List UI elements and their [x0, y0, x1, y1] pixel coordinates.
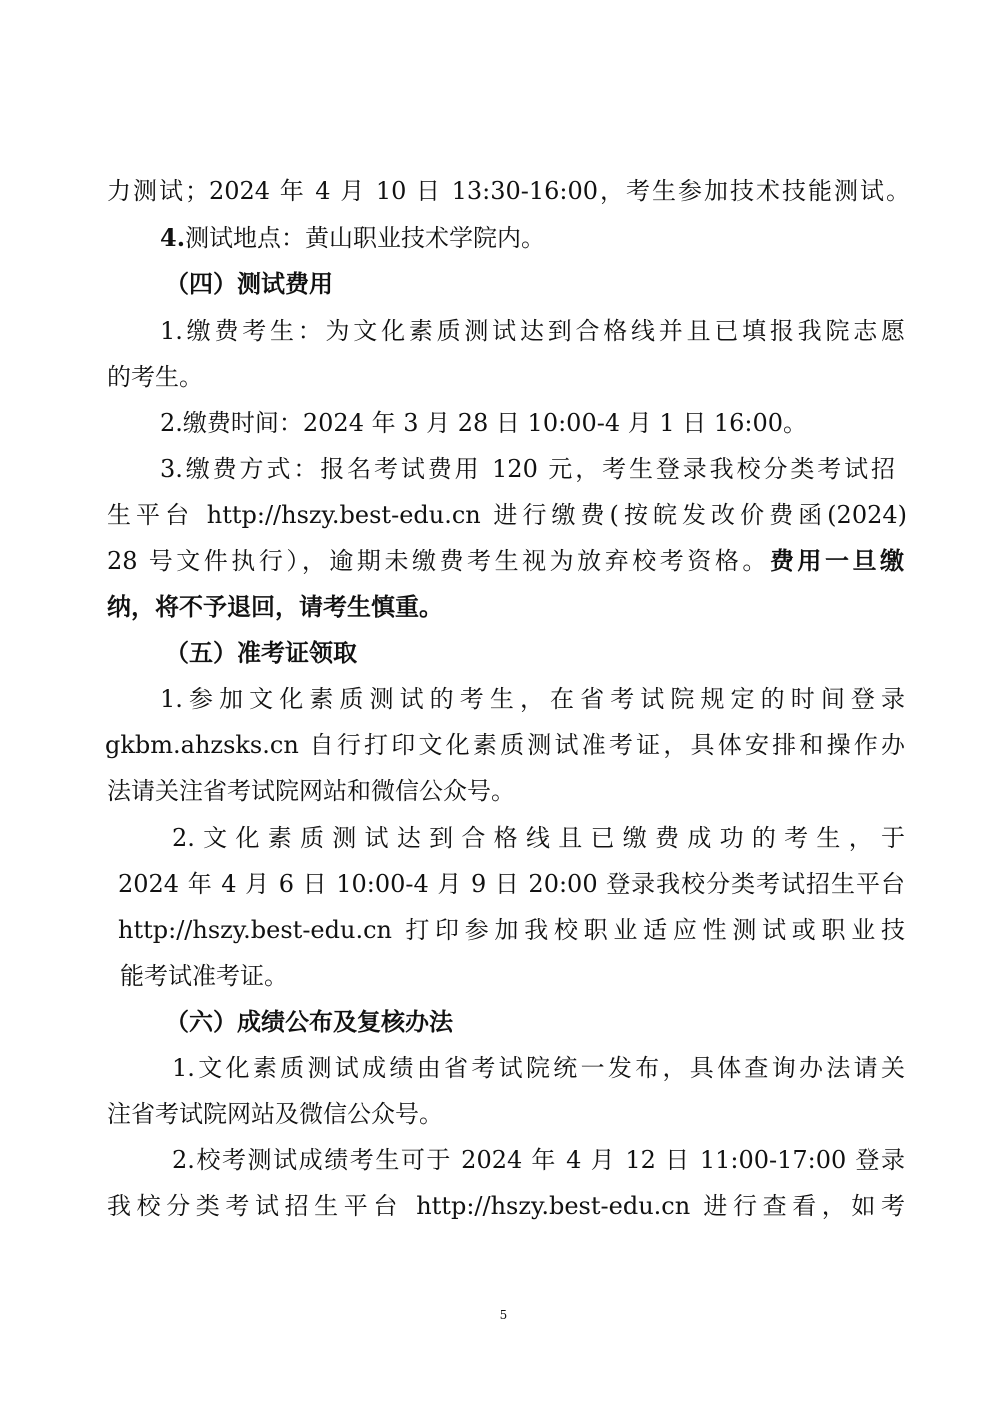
section-heading: （五）准考证领取 [165, 638, 357, 667]
bold-notice: 费用一旦缴 [769, 546, 904, 575]
text-line: 力测试；2024 年 4 月 10 日 13:30-16:00，考生参加技术技能测试。 [107, 177, 910, 205]
bold-notice: 纳，将不予退回，请考生慎重。 [107, 592, 443, 621]
text-line [107, 546, 904, 576]
text-line: 法请关注省考试院网站和微信公众号。 [107, 777, 515, 805]
text-line: 我校分类考试招生平台 http://hszy.best-edu.cn 进行查看，如考 [107, 1192, 905, 1220]
section-heading: （四）测试费用 [165, 269, 333, 298]
text-line: 1.缴费考生：为文化素质测试达到合格线并且已填报我院志愿 [160, 317, 905, 345]
text-line: gkbm.ahzsks.cn 自行打印文化素质测试准考证，具体安排和操作办 [105, 731, 905, 759]
text-line: 2024 年 4 月 6 日 10:00-4 月 9 日 20:00 登录我校分类考试招生平台 [118, 870, 905, 898]
text-line: 生平台 http://hszy.best-edu.cn 进行缴费(按皖发改价费函(2024) [107, 501, 907, 529]
text-line: http://hszy.best-edu.cn 打印参加我校职业适应性测试或职业技 [118, 916, 905, 944]
text-line: 2.缴费时间：2024 年 3 月 28 日 10:00-4 月 1 日 16:00。 [160, 409, 808, 437]
text: 测试地点：黄山职业技术学院内。 [185, 224, 546, 252]
text-line: 2.校考测试成绩考生可于 2024 年 4 月 12 日 11:00-17:00 登录 [172, 1146, 905, 1174]
text-line: 注省考试院网站及微信公众号。 [107, 1100, 443, 1128]
text-line: 1.参加文化素质测试的考生，在省考试院规定的时间登录 [160, 685, 905, 713]
text-line: 能考试准考证。 [120, 962, 288, 990]
page-number: 5 [499, 1308, 508, 1322]
text-line: 的考生。 [107, 363, 203, 391]
text: 28 号文件执行），逾期未缴费考生视为放弃校考资格。 [107, 547, 770, 575]
section-heading: （六）成绩公布及复核办法 [165, 1007, 453, 1036]
item-number: 4. [160, 223, 186, 252]
text-line: 1.文化素质测试成绩由省考试院统一发布，具体查询办法请关 [172, 1054, 905, 1082]
text-line: 3.缴费方式：报名考试费用 120 元，考生登录我校分类考试招 [160, 455, 895, 483]
text-line: 2.文化素质测试达到合格线且已缴费成功的考生，于 [172, 824, 905, 852]
text-line [160, 223, 545, 253]
